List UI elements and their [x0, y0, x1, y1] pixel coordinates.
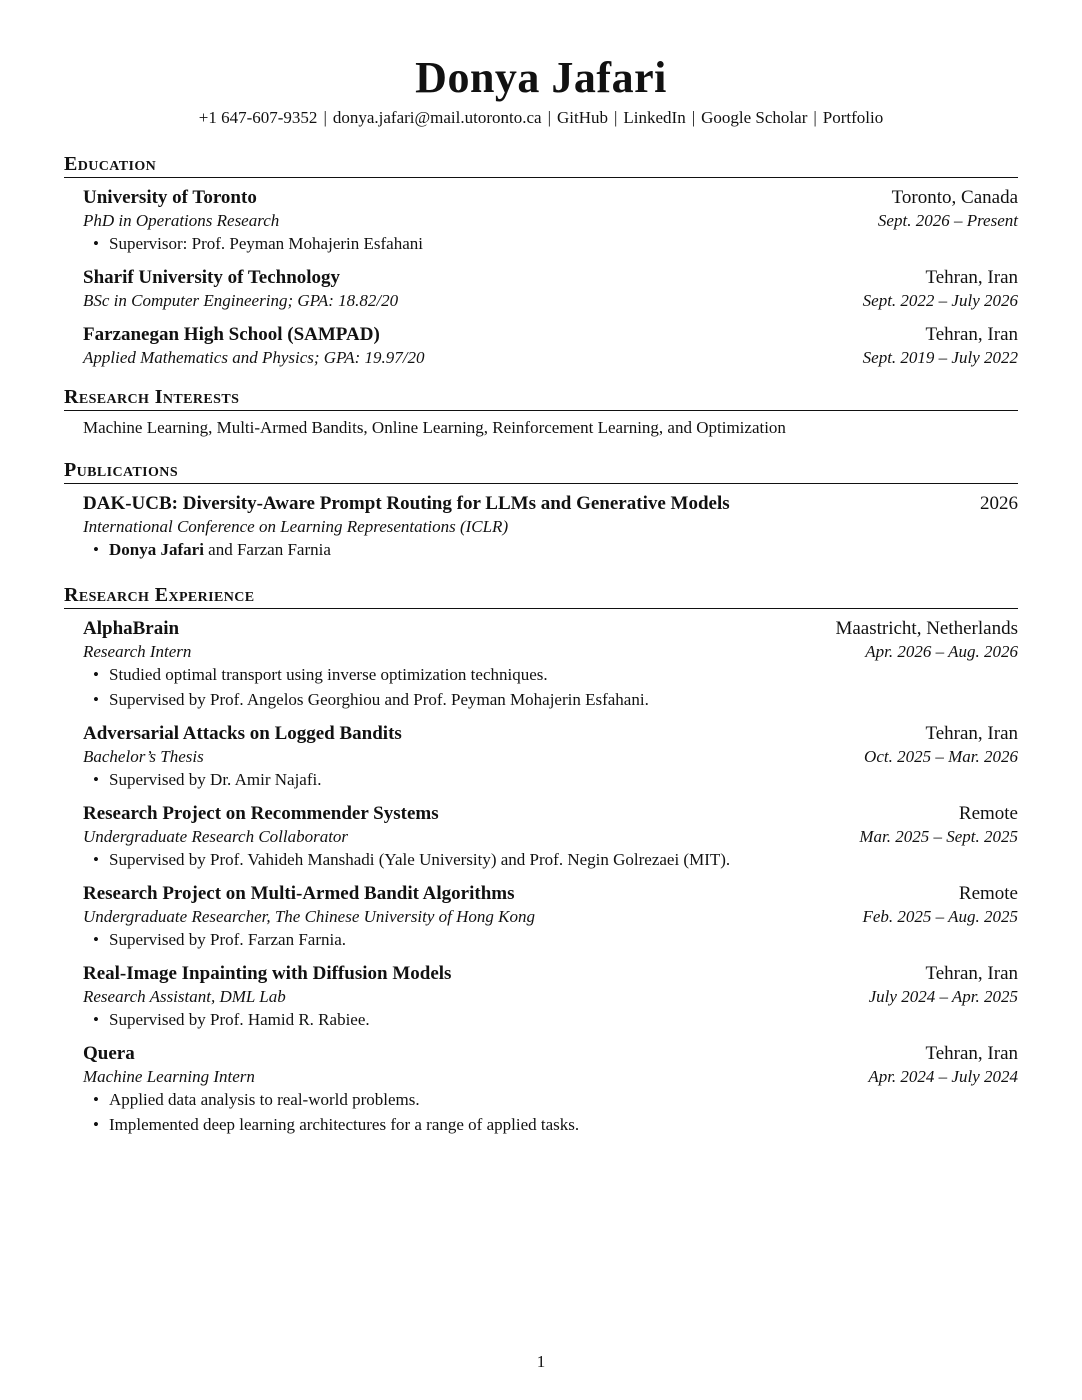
- publication-venue: International Conference on Learning Representations (ICLR): [83, 517, 509, 536]
- page-number: 1: [536, 1352, 546, 1371]
- experience-entry: [83, 882, 1018, 951]
- bullet-item: [91, 849, 1018, 871]
- dates: Feb. 2025 – Aug. 2025: [862, 907, 1018, 926]
- bullet-text: Supervised by Prof. Vahideh Manshadi (Yale University) and Prof. Negin Golrezaei (MIT).: [109, 850, 731, 869]
- contact-separator: |: [813, 108, 817, 127]
- bullet-item: [91, 233, 1018, 255]
- bullet-item: [91, 664, 1018, 686]
- bullet-icon: •: [93, 1010, 99, 1029]
- institution-name: University of Toronto: [83, 187, 257, 208]
- bullet-icon: •: [93, 770, 99, 789]
- experience-entry: [83, 1042, 1018, 1136]
- bullet-item: [91, 1009, 1018, 1031]
- bullet-text: Applied data analysis to real-world problems.: [109, 1090, 420, 1109]
- bullet-icon: •: [93, 930, 99, 949]
- experience-entry: [83, 617, 1018, 711]
- location: Tehran, Iran: [925, 324, 1018, 345]
- bullet-text: Implemented deep learning architectures for a range of applied tasks.: [109, 1115, 580, 1134]
- location: Tehran, Iran: [925, 723, 1018, 744]
- dates: Sept. 2026 – Present: [877, 211, 1018, 230]
- location: Remote: [958, 883, 1018, 904]
- bullet-text: Supervised by Dr. Amir Najafi.: [109, 770, 322, 789]
- role: Undergraduate Research Collaborator: [83, 827, 349, 846]
- education-heading: Education: [64, 152, 1018, 178]
- publication-year: 2026: [980, 493, 1018, 514]
- experience-title: AlphaBrain: [83, 618, 180, 639]
- education-list: [64, 186, 1018, 369]
- education-entry: [83, 323, 1018, 369]
- bullet-item: [91, 769, 1018, 791]
- research-experience-heading: Research Experience: [64, 583, 1018, 609]
- dates: Apr. 2026 – Aug. 2026: [865, 642, 1018, 661]
- bullet-item: [91, 1114, 1018, 1136]
- publication-entry: [83, 492, 1018, 561]
- role: Undergraduate Researcher, The Chinese University of Hong Kong: [83, 907, 536, 926]
- bullet-item: [91, 1089, 1018, 1111]
- google-scholar-link[interactable]: Google Scholar: [701, 108, 808, 127]
- role: Bachelor’s Thesis: [83, 747, 204, 766]
- education-entry: [83, 186, 1018, 255]
- contact-separator: |: [547, 108, 551, 127]
- experience-title: Research Project on Multi-Armed Bandit Algorithms: [83, 883, 515, 904]
- bullet-text: Studied optimal transport using inverse optimization techniques.: [109, 665, 548, 684]
- bullet-icon: •: [93, 1090, 99, 1109]
- location: Tehran, Iran: [925, 1043, 1018, 1064]
- contact-line: [64, 106, 1018, 130]
- institution-name: Farzanegan High School (SAMPAD): [83, 324, 380, 345]
- experience-title: Research Project on Recommender Systems: [83, 803, 439, 824]
- research-interests-text: Machine Learning, Multi-Armed Bandits, Online Learning, Reinforcement Learning, and Optimization: [83, 418, 786, 437]
- publication-authors: [91, 539, 1018, 561]
- bullet-icon: •: [93, 690, 99, 709]
- dates: Apr. 2024 – July 2024: [868, 1067, 1018, 1086]
- bullet-icon: •: [93, 540, 99, 559]
- author-highlight: Donya Jafari: [109, 540, 204, 559]
- role: Machine Learning Intern: [83, 1067, 255, 1086]
- dates: Oct. 2025 – Mar. 2026: [864, 747, 1018, 766]
- degree: PhD in Operations Research: [83, 211, 280, 230]
- location: Toronto, Canada: [891, 187, 1018, 208]
- email-link[interactable]: donya.jafari@mail.utoronto.ca: [332, 108, 542, 127]
- experience-entry: [83, 962, 1018, 1031]
- education-entry: [83, 266, 1018, 312]
- github-link[interactable]: GitHub: [556, 108, 608, 127]
- contact-separator: |: [323, 108, 327, 127]
- location: Maastricht, Netherlands: [835, 618, 1018, 639]
- role: Research Assistant, DML Lab: [83, 987, 286, 1006]
- publications-list: [64, 492, 1018, 561]
- linkedin-link[interactable]: LinkedIn: [623, 108, 686, 127]
- experience-title: Quera: [83, 1043, 135, 1064]
- experience-entry: [83, 802, 1018, 871]
- portfolio-link[interactable]: Portfolio: [822, 108, 884, 127]
- degree: Applied Mathematics and Physics; GPA: 19.97/20: [83, 348, 425, 367]
- bullet-text: Supervisor: Prof. Peyman Mohajerin Esfahani: [109, 234, 423, 253]
- bullet-text: Supervised by Prof. Angelos Georghiou and Prof. Peyman Mohajerin Esfahani.: [109, 690, 649, 709]
- dates: Sept. 2022 – July 2026: [862, 291, 1018, 310]
- bullet-icon: •: [93, 1115, 99, 1134]
- institution-name: Sharif University of Technology: [83, 267, 341, 288]
- role: Research Intern: [83, 642, 192, 661]
- degree: BSc in Computer Engineering; GPA: 18.82/20: [83, 291, 399, 310]
- publication-title: DAK-UCB: Diversity-Aware Prompt Routing for LLMs and Generative Models: [83, 493, 730, 514]
- phone-number: +1 647-607-9352: [198, 108, 318, 127]
- experience-list: [64, 617, 1018, 1136]
- bullet-item: [91, 929, 1018, 951]
- dates: Sept. 2019 – July 2022: [862, 348, 1018, 367]
- bullet-icon: •: [93, 665, 99, 684]
- contact-separator: |: [613, 108, 618, 127]
- bullet-text: Supervised by Prof. Farzan Farnia.: [109, 930, 347, 949]
- bullet-icon: •: [93, 234, 99, 253]
- dates: Mar. 2025 – Sept. 2025: [859, 827, 1018, 846]
- experience-entry: [83, 722, 1018, 791]
- publications-heading: Publications: [64, 458, 1018, 484]
- contact-separator: |: [691, 108, 696, 127]
- candidate-name: Donya Jafari: [415, 53, 667, 102]
- experience-title: Adversarial Attacks on Logged Bandits: [83, 723, 402, 744]
- location: Remote: [958, 803, 1018, 824]
- bullet-icon: •: [93, 850, 99, 869]
- bullet-item: [91, 689, 1018, 711]
- resume-content: [64, 52, 1018, 1136]
- experience-title: Real-Image Inpainting with Diffusion Models: [83, 963, 452, 984]
- author-rest: and Farzan Farnia: [203, 540, 331, 559]
- research-interests-heading: Research Interests: [64, 385, 1018, 411]
- location: Tehran, Iran: [925, 963, 1018, 984]
- bullet-text: Supervised by Prof. Hamid R. Rabiee.: [109, 1010, 370, 1029]
- location: Tehran, Iran: [925, 267, 1018, 288]
- dates: July 2024 – Apr. 2025: [868, 987, 1018, 1006]
